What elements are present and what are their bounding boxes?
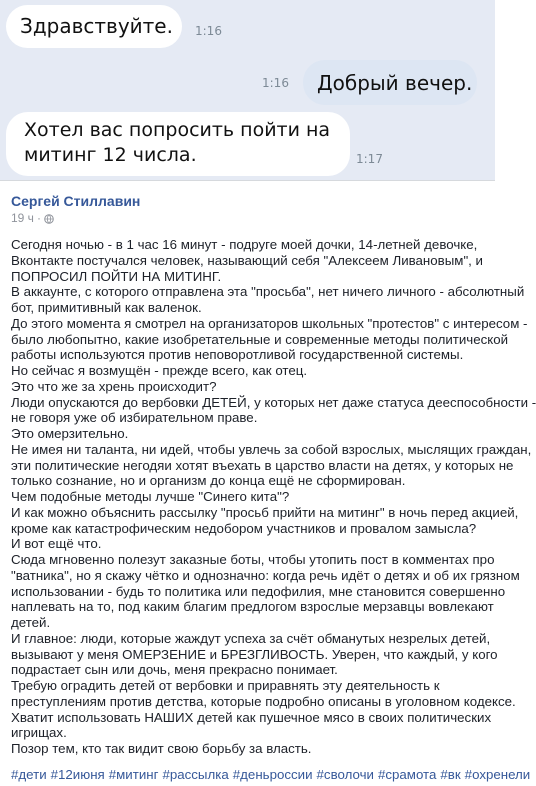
post-text-line: И как можно объяснить рассылку "просьб прийти на митинг" в ночь перед акцией, <box>11 504 519 520</box>
post-text-line: "ватника", но я скажу чётко и однозначно: когда речь идёт о детях и об их грязном <box>11 567 520 583</box>
hashtag-link[interactable]: #сволочи <box>316 767 374 782</box>
post-text-line: эти политические негодяи хотят въехать в царство власти на детях, у которых не <box>11 457 514 473</box>
post-text-line: Люди опускаются до вербовки ДЕТЕЙ, у которых нет даже статуса дееспособности - <box>11 394 536 410</box>
hashtag-link[interactable]: #12июня <box>50 767 105 782</box>
post-text-line: преступлениям против детства, которые подробно описаны в уголовном кодексе. <box>11 693 516 709</box>
post-text-line: только сознание, но и организм до конца ещё не сформирован. <box>11 473 406 489</box>
post-text-line: Сегодня ночью - в 1 час 16 минут - подруге моей дочки, 14-летней девочке, <box>11 237 478 252</box>
post-text-line: В аккаунте, с которого отправлена эта "просьба", нет ничего личного - абсолютный <box>11 284 525 300</box>
hashtag-link[interactable]: #деньроссии <box>232 767 313 782</box>
hashtag-link[interactable]: #митинг <box>108 767 159 782</box>
post-text-line: Это омерзительно. <box>11 426 129 441</box>
post-text-line: было любопытно, какие изобретательные и современные методы политической <box>11 331 509 347</box>
hashtag-link[interactable]: #срамота <box>377 767 437 782</box>
globe-icon[interactable] <box>44 213 54 223</box>
post-text-line: не говоря уже об избирательном праве. <box>11 410 258 426</box>
post-text-line: Это что же за хрень происходит? <box>11 378 217 394</box>
post-text-line: Не имея ни таланта, ни идей, чтобы увлечь за собой взрослых, мыслящих граждан, <box>11 441 532 457</box>
post-text-line: Вконтакте постучался человек, называющий себя "Алексеем Ливановым", и <box>11 252 483 268</box>
message-text-line: Хотел вас попросить пойти на <box>24 119 331 141</box>
post-text-line: бот, примитивный как валенок. <box>11 300 202 315</box>
post-text-line: И главное: люди, которые жаждут успеха за счёт обманутых незрелых детей, <box>11 630 491 646</box>
message-bubble-outgoing[interactable] <box>303 60 477 105</box>
post-body <box>11 237 536 757</box>
post-text-line: И вот ещё что. <box>11 536 102 552</box>
post-text-line: игрищах. <box>11 725 67 741</box>
post-text-line: Сюда мгновенно полезут заказные боты, чтобы утопить пост в комментах про <box>11 552 495 567</box>
hashtag-link[interactable]: #охренели <box>464 767 531 782</box>
post-text-line: подрастает сын или дочь, меня прекрасно понимает. <box>11 662 338 678</box>
chat-thread <box>0 0 495 180</box>
message-text-line: митинг 12 числа. <box>24 144 197 166</box>
post-text-line: работы используются против неповоротливой государственной системы. <box>11 347 464 363</box>
post-text-line: детей. <box>11 615 51 630</box>
post-text-line: Но сейчас я возмущён - прежде всего, как отец. <box>11 363 308 378</box>
message-time: 1:16 <box>195 24 222 38</box>
post-text-line: Чем подобные методы лучше "Синего кита"? <box>11 489 290 504</box>
post-text-line: вызывают у меня ОМЕРЗЕНИЕ и БРЕЗГЛИВОСТЬ. Уверен, что каждый, у кого <box>11 646 498 662</box>
hashtag-link[interactable]: #рассылка <box>162 767 229 782</box>
message-bubble-incoming[interactable] <box>6 112 350 176</box>
post-timestamp[interactable]: 19 ч <box>11 211 34 225</box>
message-text: Добрый вечер. <box>317 71 473 95</box>
post-text-line: кроме как катастрофическим недобором участников и провалом замысла? <box>11 520 477 536</box>
post-meta: 19 ч · <box>11 211 54 225</box>
post-text-line: Требую оградить детей от вербовки и приравнять эту деятельность к <box>11 678 440 693</box>
post-hashtags <box>11 767 534 782</box>
facebook-post <box>0 180 536 786</box>
hashtag-link[interactable]: #дети <box>11 767 47 782</box>
post-text-line: До этого момента я смотрел на организаторов школьных "протестов" с интересом - <box>11 315 528 331</box>
message-time: 1:17 <box>356 152 383 166</box>
message-time: 1:16 <box>262 76 289 90</box>
post-text-line: наплевать на то, под каким благим предлогом взрослые мерзавцы вовлекают <box>11 599 494 615</box>
post-author-name[interactable]: Сергей Стиллавин <box>11 193 141 209</box>
message-bubble-incoming[interactable] <box>6 5 182 48</box>
post-text-line: использовании - будь то политика или педофилия, мне становится совершенно <box>11 583 506 599</box>
post-text-line: Позор тем, кто так видит свою борьбу за власть. <box>11 741 312 756</box>
post-text-line: Хватит использовать НАШИХ детей как пушечное мясо в своих политических <box>11 709 492 725</box>
message-text: Здравствуйте. <box>20 14 173 38</box>
post-text-line: ПОПРОСИЛ ПОЙТИ НА МИТИНГ. <box>11 268 222 284</box>
hashtag-link[interactable]: #вк <box>440 767 461 782</box>
